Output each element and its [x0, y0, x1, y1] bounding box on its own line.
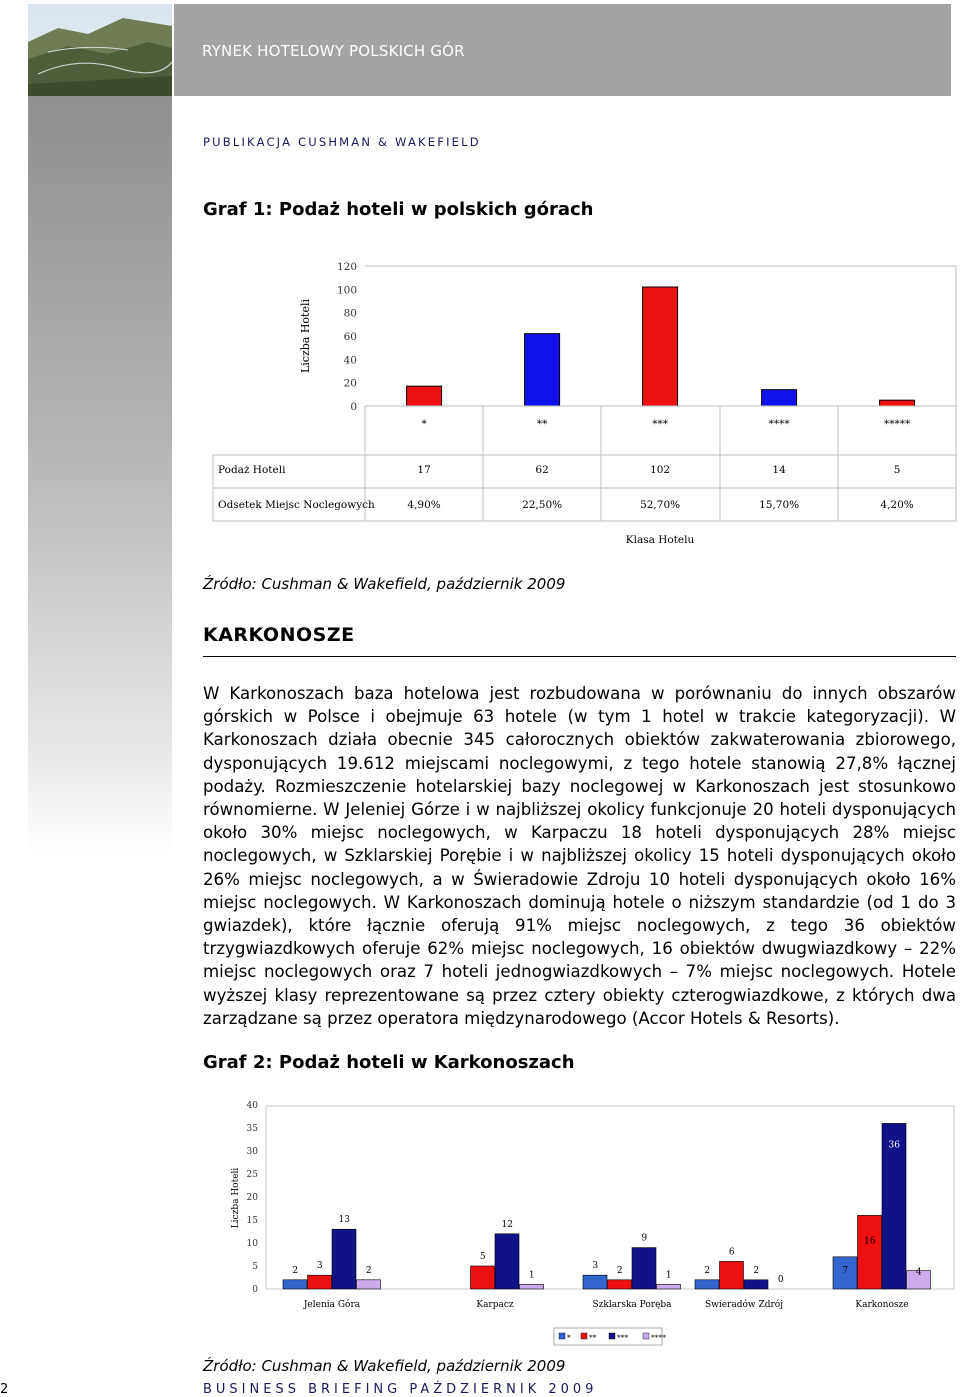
chart2-data-label: 2	[753, 1265, 760, 1276]
chart2-data-label: 2	[365, 1265, 372, 1276]
chart2-ytick: 20	[246, 1193, 258, 1203]
chart2-bar	[283, 1280, 307, 1289]
chart2-bar	[495, 1234, 519, 1289]
chart1-ytick: 100	[336, 284, 357, 297]
page-number: 2	[0, 1382, 9, 1397]
chart1-percent-value: 22,50%	[522, 499, 563, 511]
chart2-ytick: 15	[246, 1216, 258, 1226]
chart1-bar	[643, 287, 678, 406]
chart2-data-label: 7	[842, 1265, 849, 1276]
chart2-bar	[720, 1261, 744, 1289]
chart2-bar	[332, 1229, 356, 1289]
graph1-source: Źródło: Cushman & Wakefield, październik 2009	[203, 575, 566, 593]
chart2-ytick: 25	[246, 1170, 258, 1180]
chart1-category-label: ****	[768, 418, 790, 430]
chart2-ytick: 40	[246, 1101, 258, 1111]
chart2-data-label: 2	[704, 1265, 711, 1276]
chart2-legend-swatch	[609, 1333, 615, 1339]
chart2	[0, 1090, 960, 1355]
chart2-data-label: 5	[479, 1252, 486, 1262]
chart1-bar	[880, 400, 915, 406]
chart2-data-label: 0	[777, 1275, 784, 1285]
chart2-ylabel: Liczba Hoteli	[231, 1167, 241, 1229]
chart1-category-label: *****	[883, 418, 911, 430]
chart1-ytick: 120	[336, 261, 357, 273]
chart1-percent-value: 4,90%	[407, 499, 441, 511]
chart2-data-label: 9	[641, 1233, 648, 1244]
chart1-percent-value: 15,70%	[759, 499, 800, 511]
chart2-category-label: Jelenia Góra	[303, 1300, 361, 1310]
chart2-legend-label: ****	[651, 1333, 666, 1342]
chart2-data-label: 3	[316, 1261, 323, 1272]
chart2-legend-swatch	[643, 1333, 649, 1339]
graph1-heading: Graf 1: Podaż hoteli w polskich górach	[203, 199, 594, 220]
chart1-row-label-supply: Podaż Hoteli	[218, 464, 286, 476]
chart2-bar	[858, 1215, 882, 1289]
chart2-ytick: 0	[252, 1285, 258, 1295]
chart2-data-label: 1	[665, 1270, 672, 1281]
graph2-heading: Graf 2: Podaż hoteli w Karkonoszach	[203, 1052, 575, 1073]
footer-text: BUSINESS BRIEFING PAŹDZIERNIK 2009	[203, 1382, 598, 1397]
chart2-legend-swatch	[559, 1333, 565, 1339]
chart2-category-label: Świeradów Zdrój	[704, 1300, 784, 1310]
chart2-legend-label: ***	[617, 1333, 629, 1342]
chart1-percent-value: 52,70%	[640, 499, 681, 511]
chart1-data-value: 62	[535, 464, 549, 476]
chart2-data-label: 2	[616, 1265, 623, 1276]
chart1-category-label: *	[421, 418, 427, 430]
chart2-ytick: 5	[252, 1262, 258, 1272]
chart2-category-label: Karpacz	[476, 1300, 514, 1310]
publication-label: PUBLIKACJA CUSHMAN & WAKEFIELD	[203, 135, 481, 149]
graph2-source: Źródło: Cushman & Wakefield, październik 2009	[203, 1357, 566, 1375]
chart1-ytick: 80	[343, 307, 357, 320]
chart1-data-value: 17	[417, 464, 431, 476]
chart2-legend-swatch	[581, 1333, 587, 1339]
chart1-row-label-share: Odsetek Miejsc Noclegowych	[218, 499, 375, 511]
chart1-data-value: 14	[772, 464, 786, 476]
chart1-data-value: 5	[893, 464, 901, 476]
chart2-bar	[471, 1266, 495, 1289]
chart2-data-label: 12	[501, 1219, 513, 1230]
chart2-bar	[520, 1284, 544, 1289]
section-paragraph: W Karkonoszach baza hotelowa jest rozbudowana w porównaniu do innych obszarów górskich w Polsce i obejmuje 63 hotele (w tym 1 hotel w trakcie kategoryzacji). W Karkonoszach działa obecnie 345 całorocznych obiektów zakwaterowania zbiorowego, dysponujących 19.612 miejscami noclegowymi, z tego hotele stanowią 27,8% łącznej podaży. Rozmieszczenie hotelarskiej bazy noclegowej w Karkonoszach jest stosunkowo równomierne. W Jeleniej Górze i w najbliższej okolicy funkcjonuje 20 hoteli dysponujących około 30% miejsc noclegowych, w Karpaczu 18 hoteli dysponujących 28% miejsc noclegowych, w Szklarskiej Porębie i w najbliższej okolicy 15 hoteli dysponujących około 26% miejsc noclegowych, a w Świeradowie Zdroju 10 hoteli dysponujących około 16% miejsc noclegowych. W Karkonoszach dominują hotele o niższym standardzie (od 1 do 3 gwiazdek), które łącznie oferują 91% miejsc noclegowych, z tego 36 obiektów trzygwiazdkowych oferuje 62% miejsc noclegowych, 16 obiektów dwugwiazdkowy – 22% miejsc noclegowych oraz 7 hoteli jednogwiazdkowych – 7% miejsc noclegowych. Hotele wyższej klasy reprezentowane są przez cztery obiekty czterogwiazdkowe, z których dwa zarządzane są przez operatora międzynarodowego (Accor Hotels & Resorts).	[203, 684, 956, 1028]
chart2-bar	[695, 1280, 719, 1289]
chart1-ytick: 40	[343, 354, 357, 367]
chart1-bar	[407, 386, 442, 406]
header-title: RYNEK HOTELOWY POLSKICH GÓR	[202, 42, 465, 60]
chart2-data-label: 6	[728, 1247, 735, 1258]
section-divider	[203, 656, 956, 657]
chart1-xlabel: Klasa Hotelu	[625, 534, 695, 546]
chart1	[0, 0, 960, 560]
chart2-category-label: Szklarska Poręba	[592, 1300, 672, 1310]
chart2-bar	[357, 1280, 381, 1289]
chart2-data-label: 36	[888, 1140, 900, 1151]
chart1-ytick: 0	[350, 401, 357, 413]
chart1-ytick: 20	[343, 377, 357, 390]
chart2-ytick: 35	[246, 1124, 258, 1134]
chart2-legend-label: *	[567, 1333, 571, 1342]
chart2-data-label: 13	[338, 1215, 350, 1226]
chart2-ytick: 30	[246, 1147, 258, 1157]
chart1-percent-value: 4,20%	[880, 499, 914, 511]
section-title: KARKONOSZE	[203, 624, 355, 646]
chart2-bar	[583, 1275, 607, 1289]
chart2-bar	[608, 1280, 632, 1289]
chart1-data-value: 102	[650, 464, 671, 476]
chart1-bar	[525, 334, 560, 406]
chart1-bar	[762, 390, 797, 406]
chart2-ytick: 10	[246, 1239, 258, 1249]
chart2-bar	[308, 1275, 332, 1289]
chart1-ytick: 60	[343, 331, 357, 343]
chart1-category-label: ***	[652, 418, 668, 430]
chart2-bar	[632, 1248, 656, 1289]
chart2-category-label: Karkonosze	[855, 1300, 909, 1310]
chart1-ylabel: Liczba Hoteli	[299, 298, 312, 374]
chart2-bar	[657, 1284, 681, 1289]
chart2-bar	[744, 1280, 768, 1289]
chart2-data-label: 2	[292, 1265, 299, 1276]
chart2-data-label: 3	[592, 1261, 599, 1272]
chart2-data-label: 16	[864, 1236, 876, 1247]
chart2-data-label: 4	[915, 1267, 922, 1278]
chart2-data-label: 1	[528, 1270, 535, 1281]
chart2-legend-label: **	[589, 1333, 597, 1342]
chart1-category-label: **	[536, 418, 548, 430]
